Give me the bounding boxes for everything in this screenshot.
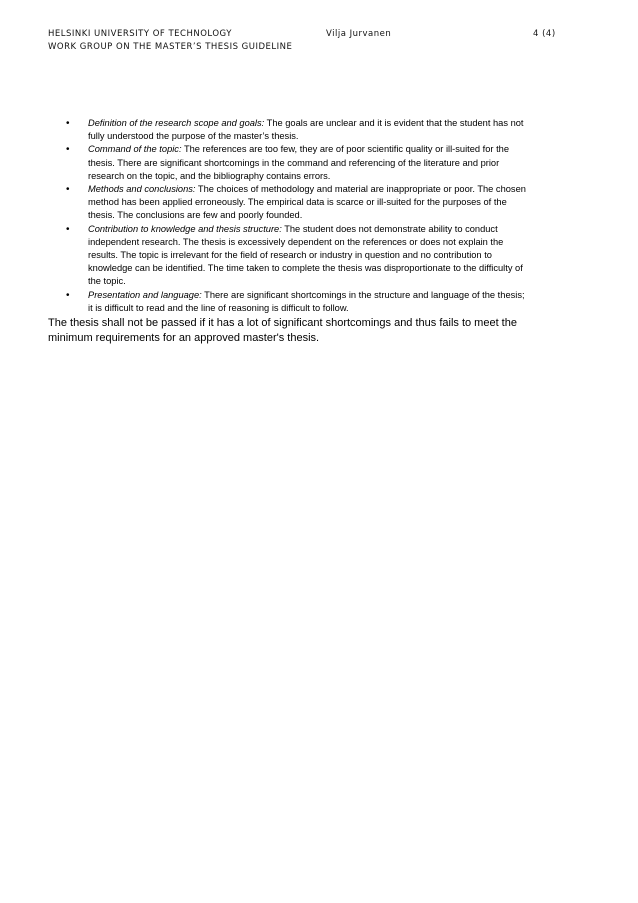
criteria-line: [88, 223, 594, 236]
criteria-line: [88, 289, 594, 302]
header-page-number: 4 (4): [533, 29, 556, 39]
criteria-text: results. The topic is irrelevant for the field of research or industry in question and no contribution to: [88, 250, 492, 261]
conclusion-text: The thesis shall not be passed if it has a lot of significant shortcomings and thus fails to meet the: [48, 317, 517, 329]
criteria-item-scope: [64, 117, 594, 143]
criteria-text: thesis. There are significant shortcomings in the command and referencing of the literature and prior: [88, 157, 500, 168]
criteria-item-command: [64, 143, 594, 183]
header-work-group: WORK GROUP ON THE MASTER’S THESIS GUIDELINE: [48, 42, 293, 52]
criteria-item-contribution: [64, 223, 594, 289]
criteria-title: Presentation and language:: [88, 289, 202, 300]
criteria-line: [88, 143, 594, 156]
criteria-text: fully understood the purpose of the master’s thesis.: [88, 131, 299, 142]
header-author: Vilja Jurvanen: [326, 29, 392, 39]
bullet-icon: •: [66, 223, 70, 235]
criteria-text: it is difficult to read and the line of reasoning is difficult to follow.: [88, 302, 349, 313]
criteria-title: Definition of the research scope and goals:: [88, 118, 265, 128]
header-top-row: [48, 28, 568, 41]
conclusion-paragraph: [48, 316, 588, 346]
page-header: [48, 28, 568, 52]
criteria-line: [88, 183, 594, 196]
criteria-title: Command of the topic:: [88, 144, 182, 155]
header-institution: HELSINKI UNIVERSITY OF TECHNOLOGY: [48, 29, 232, 39]
criteria-line: [88, 117, 594, 130]
criteria-text: independent research. The thesis is excessively dependent on the references or does not explain the: [88, 236, 504, 247]
criteria-text: method has been applied erroneously. The empirical data is scarce or ill-suited for the purposes of the: [88, 197, 507, 208]
criteria-text: the topic.: [88, 276, 126, 287]
bullet-icon: •: [66, 144, 70, 156]
criteria-text: knowledge can be identified. The time taken to complete the thesis was disproportionate to the difficulty of: [88, 263, 523, 274]
bullet-icon: •: [66, 289, 70, 301]
criteria-text: thesis. The conclusions are few and poorly founded.: [88, 210, 303, 221]
criteria-text: The choices of methodology and material are inappropriate or poor. The chosen: [195, 184, 526, 195]
criteria-text: research on the topic, and the bibliography contains errors.: [88, 170, 331, 181]
criteria-title: Methods and conclusions:: [88, 184, 196, 195]
criteria-item-presentation: [64, 289, 594, 315]
criteria-text: The references are too few, they are of poor scientific quality or ill-suited for the: [181, 144, 509, 155]
criteria-list: [64, 117, 594, 315]
criteria-text: The goals are unclear and it is evident that the student has not: [264, 118, 524, 128]
criteria-text: The student does not demonstrate ability to conduct: [281, 223, 498, 234]
criteria-title: Contribution to knowledge and thesis structure:: [88, 223, 282, 234]
criteria-text: There are significant shortcomings in the structure and language of the thesis;: [201, 289, 525, 300]
criteria-item-methods: [64, 183, 594, 223]
bullet-icon: •: [66, 118, 70, 129]
bullet-icon: •: [66, 184, 70, 196]
conclusion-text: minimum requirements for an approved master's thesis.: [48, 332, 320, 344]
